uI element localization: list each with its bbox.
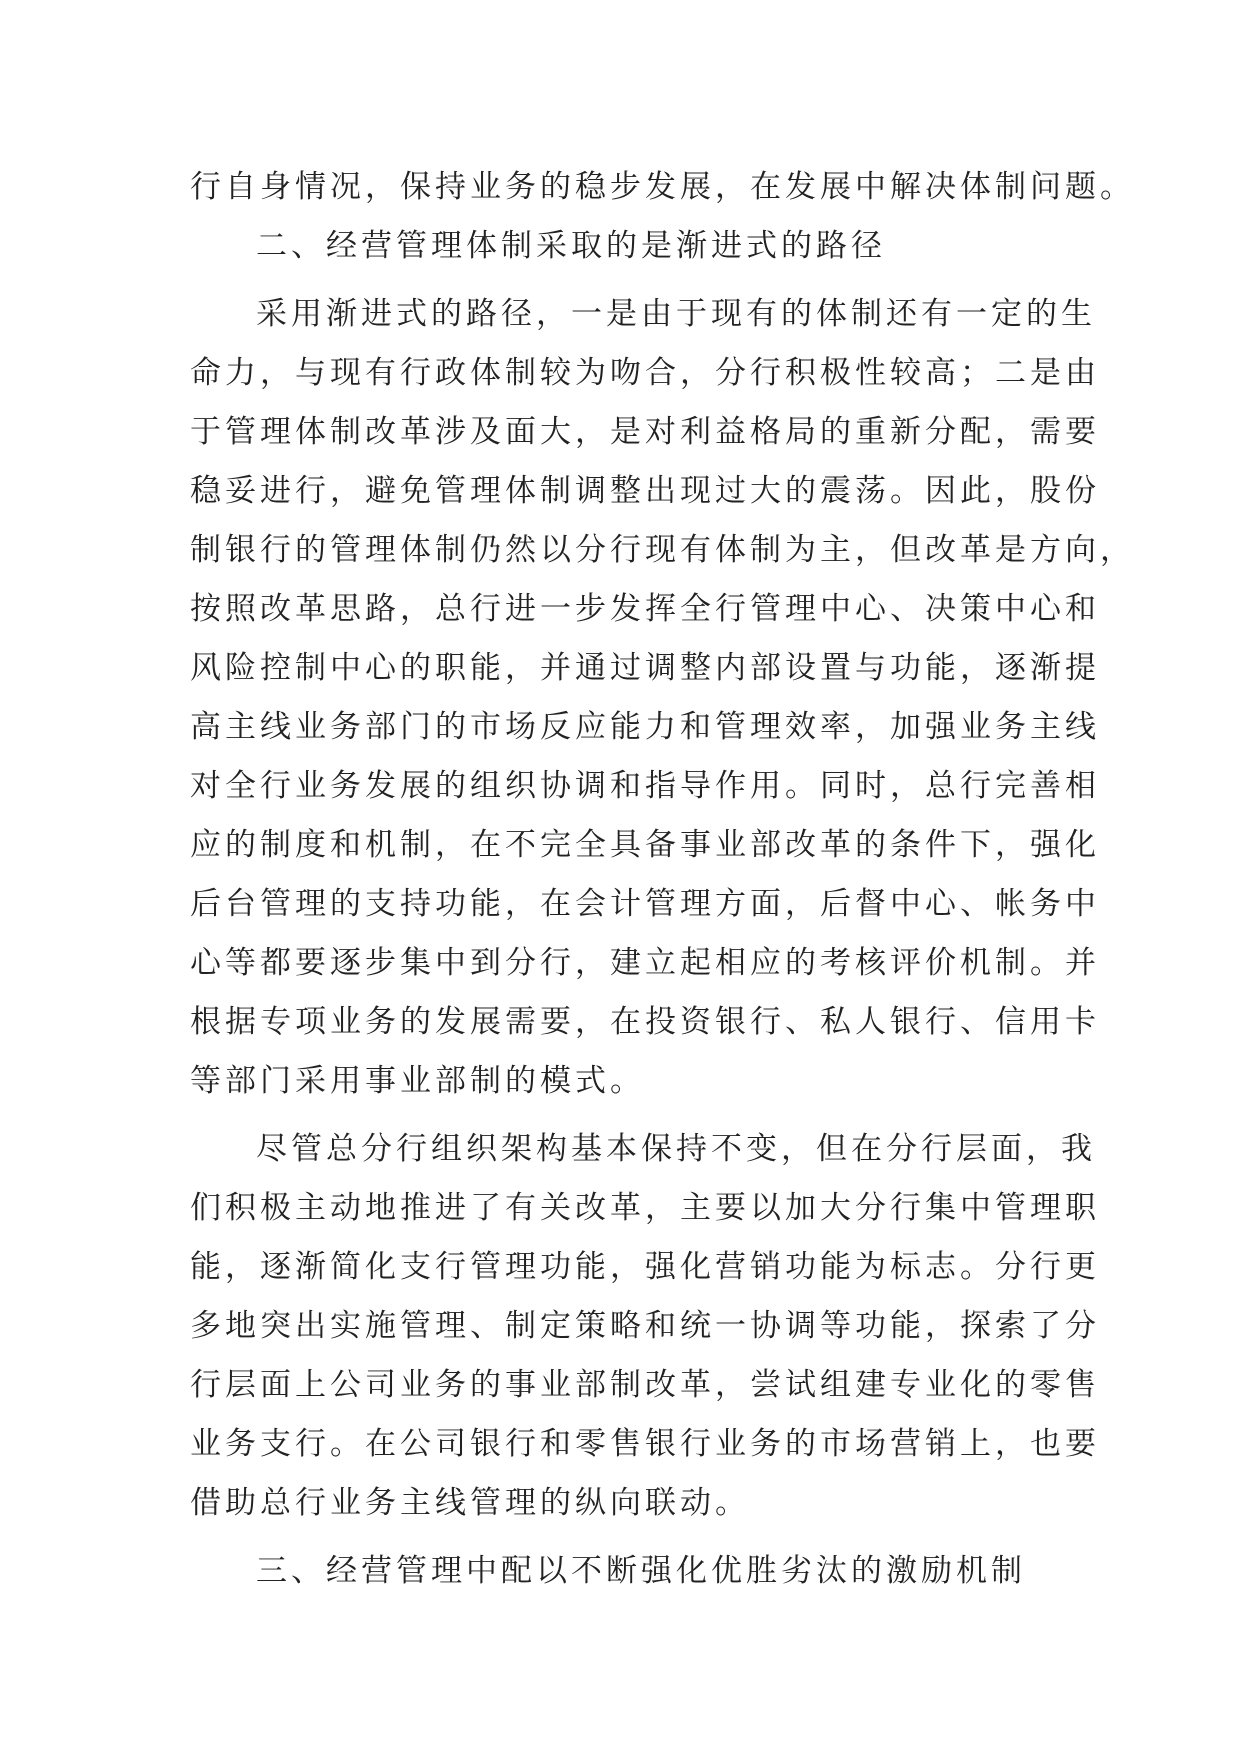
paragraph-line: 尽管总分行组织架构基本保持不变，但在分行层面，我 (256, 1131, 1096, 1167)
paragraph-gap (190, 1111, 1070, 1120)
paragraph-gap (190, 276, 1070, 285)
paragraph-line: 借助总行业务主线管理的纵向联动。 (190, 1485, 750, 1521)
paragraph-line: 采用渐进式的路径，一是由于现有的体制还有一定的生 (256, 296, 1096, 332)
paragraph-line: 等部门采用事业部制的模式。 (190, 1063, 645, 1099)
paragraph-line: 行层面上公司业务的事业部制改革，尝试组建专业化的零售 (190, 1367, 1100, 1403)
paragraph-line: 高主线业务部门的市场反应能力和管理效率，加强业务主线 (190, 709, 1100, 745)
paragraph-line: 风险控制中心的职能，并通过调整内部设置与功能，逐渐提 (190, 650, 1100, 686)
paragraph-line: 心等都要逐步集中到分行，建立起相应的考核评价机制。并 (190, 945, 1100, 981)
paragraph-line: 行自身情况，保持业务的稳步发展，在发展中解决体制问题。 (190, 169, 1135, 205)
paragraph-line: 后台管理的支持功能，在会计管理方面，后督中心、帐务中 (190, 886, 1100, 922)
paragraph-line: 命力，与现有行政体制较为吻合，分行积极性较高；二是由 (190, 355, 1100, 391)
paragraph-line: 对全行业务发展的组织协调和指导作用。同时，总行完善相 (190, 768, 1100, 804)
paragraph-line: 于管理体制改革涉及面大，是对利益格局的重新分配，需要 (190, 414, 1100, 450)
document-body (190, 158, 1135, 1601)
paragraph-line: 根据专项业务的发展需要，在投资银行、私人银行、信用卡 (190, 1004, 1100, 1040)
section-heading-2: 二、经营管理体制采取的是渐进式的路径 (256, 228, 886, 264)
paragraph-line: 应的制度和机制，在不完全具备事业部改革的条件下，强化 (190, 827, 1100, 863)
paragraph-line: 业务支行。在公司银行和零售银行业务的市场营销上，也要 (190, 1426, 1100, 1462)
paragraph-line: 们积极主动地推进了有关改革，主要以加大分行集中管理职 (190, 1190, 1100, 1226)
paragraph-gap (190, 1533, 1070, 1542)
paragraph-line: 多地突出实施管理、制定策略和统一协调等功能，探索了分 (190, 1308, 1100, 1344)
paragraph-line: 稳妥进行，避免管理体制调整出现过大的震荡。因此，股份 (190, 473, 1100, 509)
paragraph-line: 按照改革思路，总行进一步发挥全行管理中心、决策中心和 (190, 591, 1100, 627)
section-heading-3: 三、经营管理中配以不断强化优胜劣汰的激励机制 (256, 1553, 1026, 1589)
paragraph-line: 制银行的管理体制仍然以分行现有体制为主，但改革是方向， (190, 532, 1135, 568)
paragraph-line: 能，逐渐简化支行管理功能，强化营销功能为标志。分行更 (190, 1249, 1100, 1285)
